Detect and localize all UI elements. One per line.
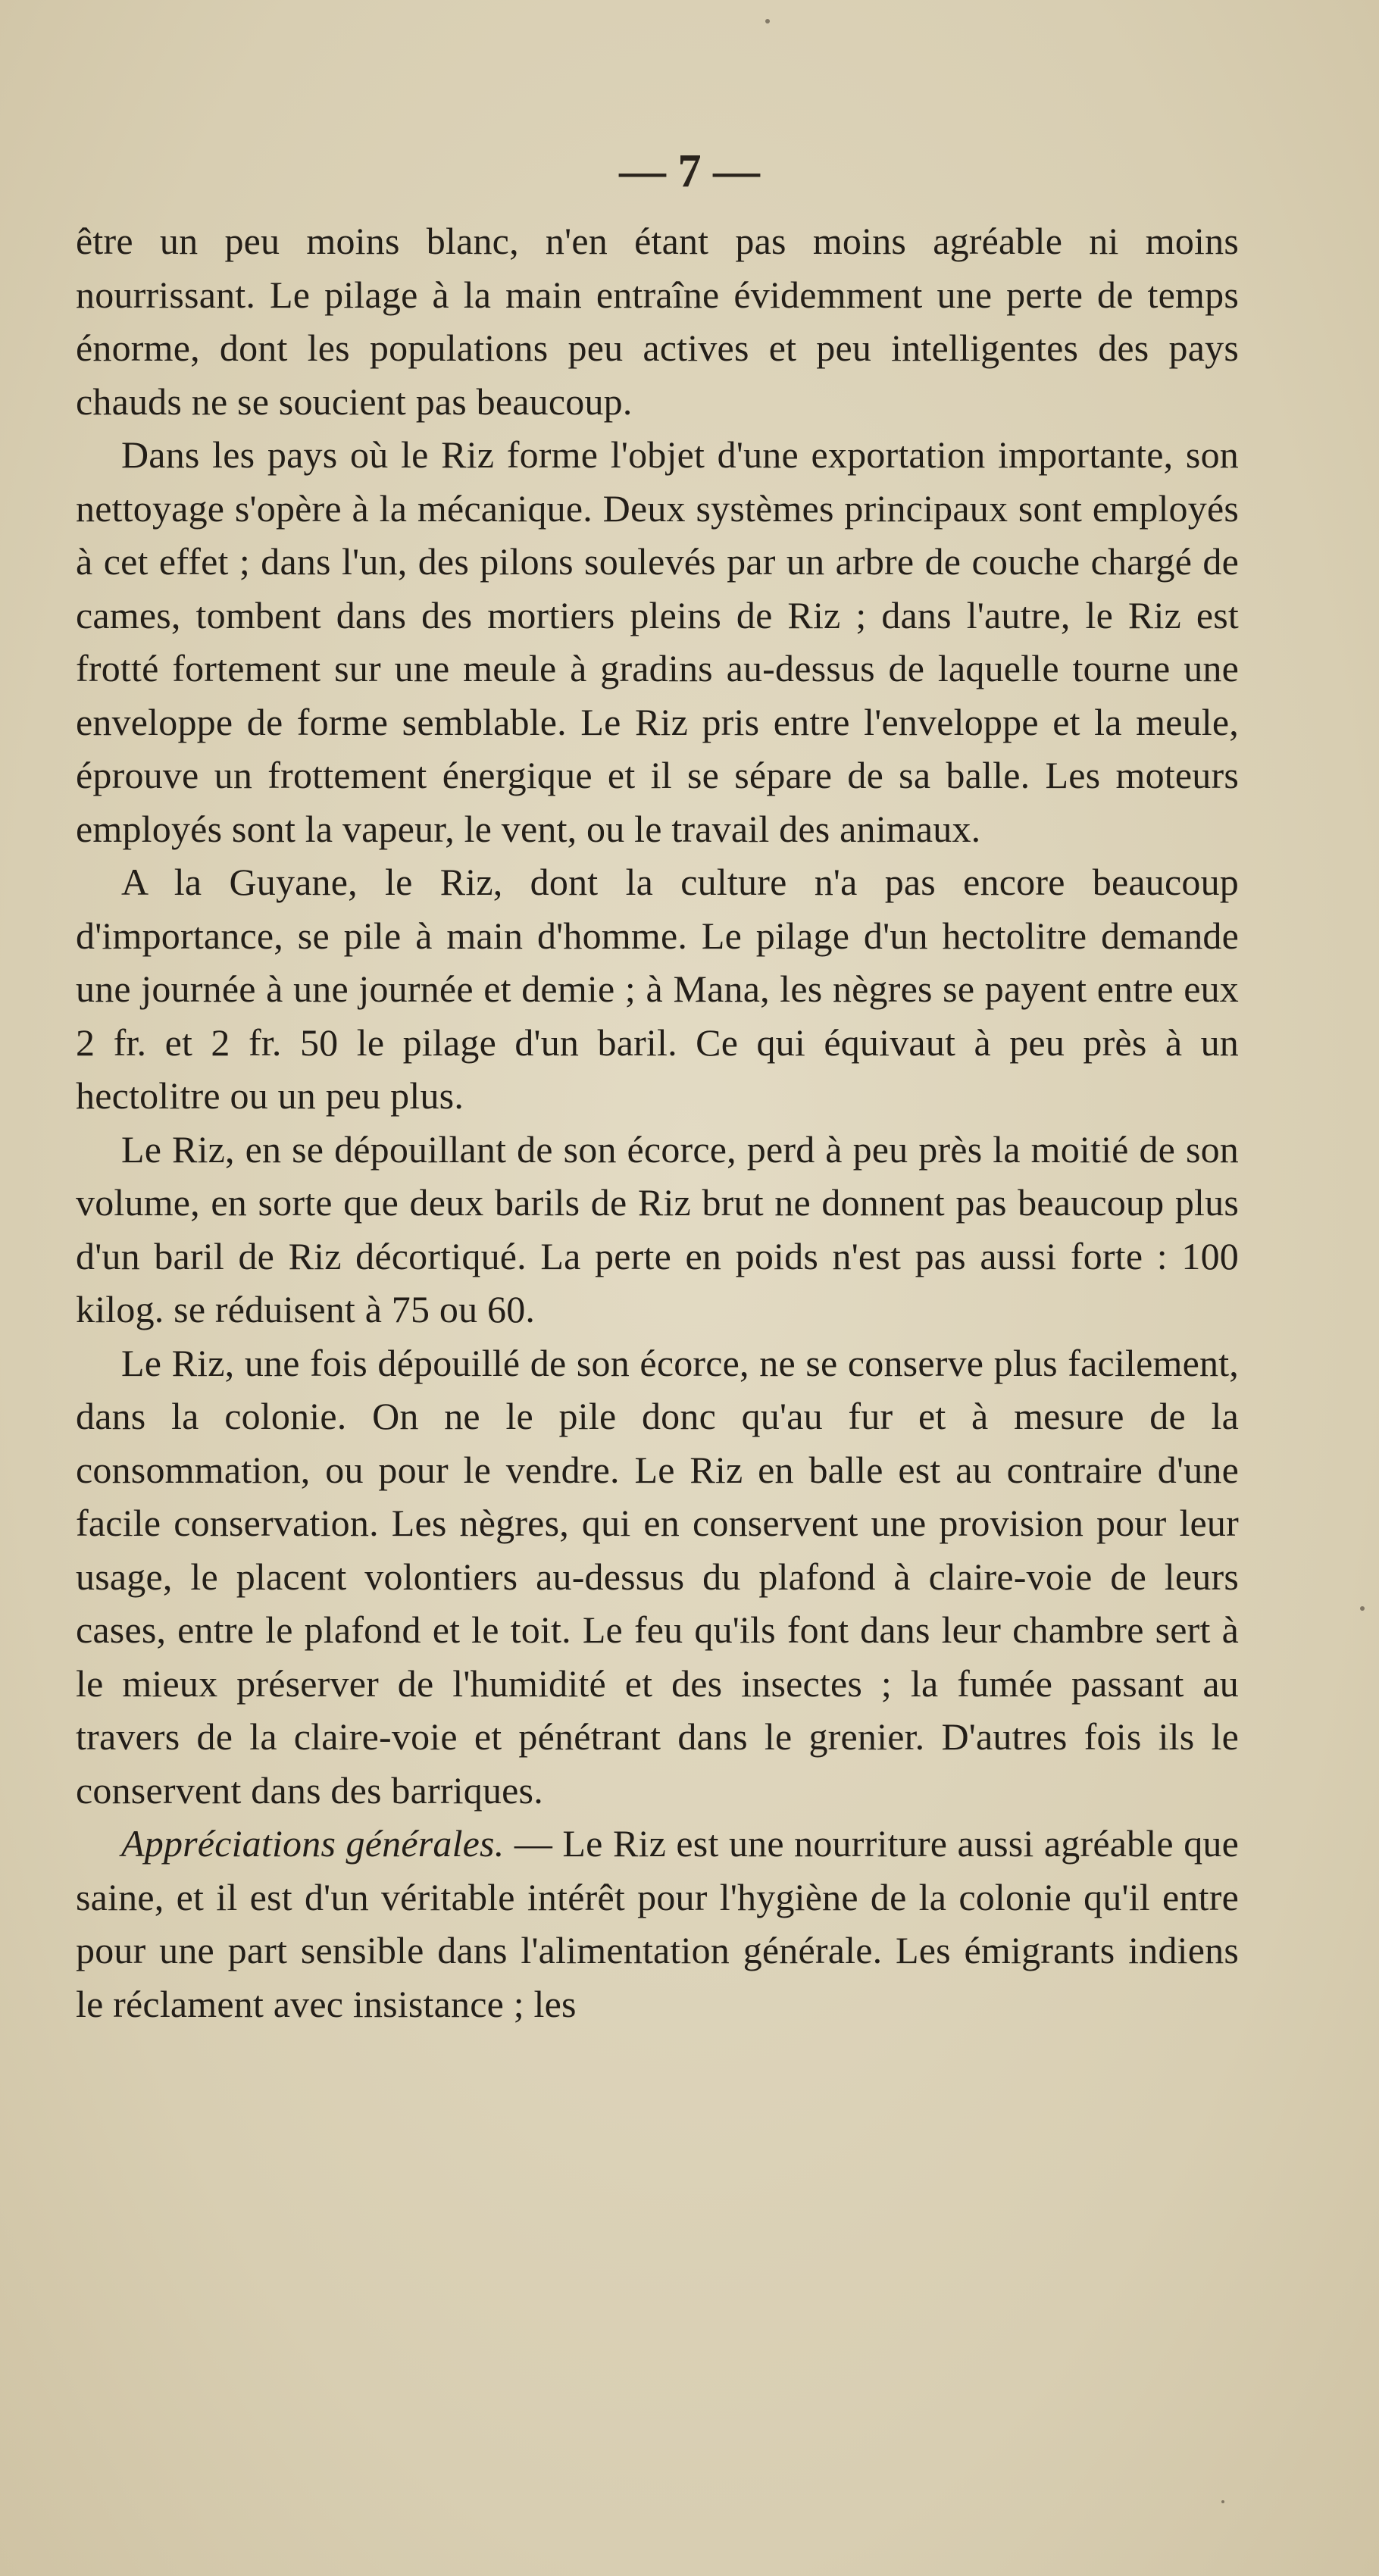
paragraph-appreciations	[76, 1817, 1239, 2030]
paper-speck	[765, 19, 770, 23]
paper-speck	[1360, 1606, 1365, 1611]
body-text	[76, 214, 1239, 2030]
paragraph-text: — Le Riz est une nourriture aussi agréable que saine, et il est d'un véritable intérêt pour l'hygiène de la colonie qu'il entre pour une part sensible dans l'alimentation générale. Les émigrants indiens le réclament avec insistance ; les	[76, 1822, 1240, 2025]
paragraph: être un peu moins blanc, n'en étant pas moins agréable ni moins nourrissant. Le pilage à la main entraîne évidemment une perte de temps énorme, dont les populations peu actives et peu intelligentes des pays chauds ne se soucient pas beaucoup.	[76, 220, 1239, 423]
paragraph: A la Guyane, le Riz, dont la culture n'a pas encore beaucoup d'importance, se pile à main d'homme. Le pilage d'un hectolitre demande une journée à une journée et demie ; à Mana, les nègres se payent entre eux 2 fr. et 2 fr. 50 le pilage d'un baril. Ce qui équivaut à peu près à un hectolitre ou un peu plus.	[76, 861, 1239, 1117]
paragraph: Dans les pays où le Riz forme l'objet d'une exportation importante, son nettoyage s'opère à la mécanique. Deux systèmes principaux sont employés à cet effet ; dans l'un, des pilons soulevés par un arbre de couche chargé de cames, tombent dans des mortiers pleins de Riz ; dans l'autre, le Riz est frotté fortement sur une meule à gradins au-dessus de laquelle tourne une enveloppe de forme semblable. Le Riz pris entre l'enveloppe et la meule, éprouve un frottement énergique et il se sépare de sa balle. Les moteurs employés sont la vapeur, le vent, ou le travail des animaux.	[76, 433, 1239, 850]
paragraph: Le Riz, en se dépouillant de son écorce, perd à peu près la moitié de son volume, en sorte que deux barils de Riz brut ne donnent pas beaucoup plus d'un baril de Riz décortiqué. La perte en poids n'est pas aussi forte : 100 kilog. se réduisent à 75 ou 60.	[76, 1127, 1239, 1330]
page-number: — 7 —	[619, 145, 760, 197]
section-lead-italic: Appréciations générales.	[121, 1822, 505, 1865]
paragraph: Le Riz, une fois dépouillé de son écorce, ne se conserve plus facilement, dans la colonie. On ne le pile donc qu'au fur et à mesure de la consommation, ou pour le vendre. Le Riz en balle est au contraire d'une facile conservation. Les nègres, qui en conservent une provision pour leur usage, le placent volontiers au-dessus du plafond à claire-voie de leurs cases, entre le plafond et le toit. Le feu qu'ils font dans leur chambre sert à le mieux préserver de l'humidité et des insectes ; la fumée passant au travers de la claire-voie et pénétrant dans le grenier. D'autres fois ils le conservent dans des barriques.	[76, 1341, 1239, 1812]
paper-speck	[1221, 2500, 1224, 2503]
